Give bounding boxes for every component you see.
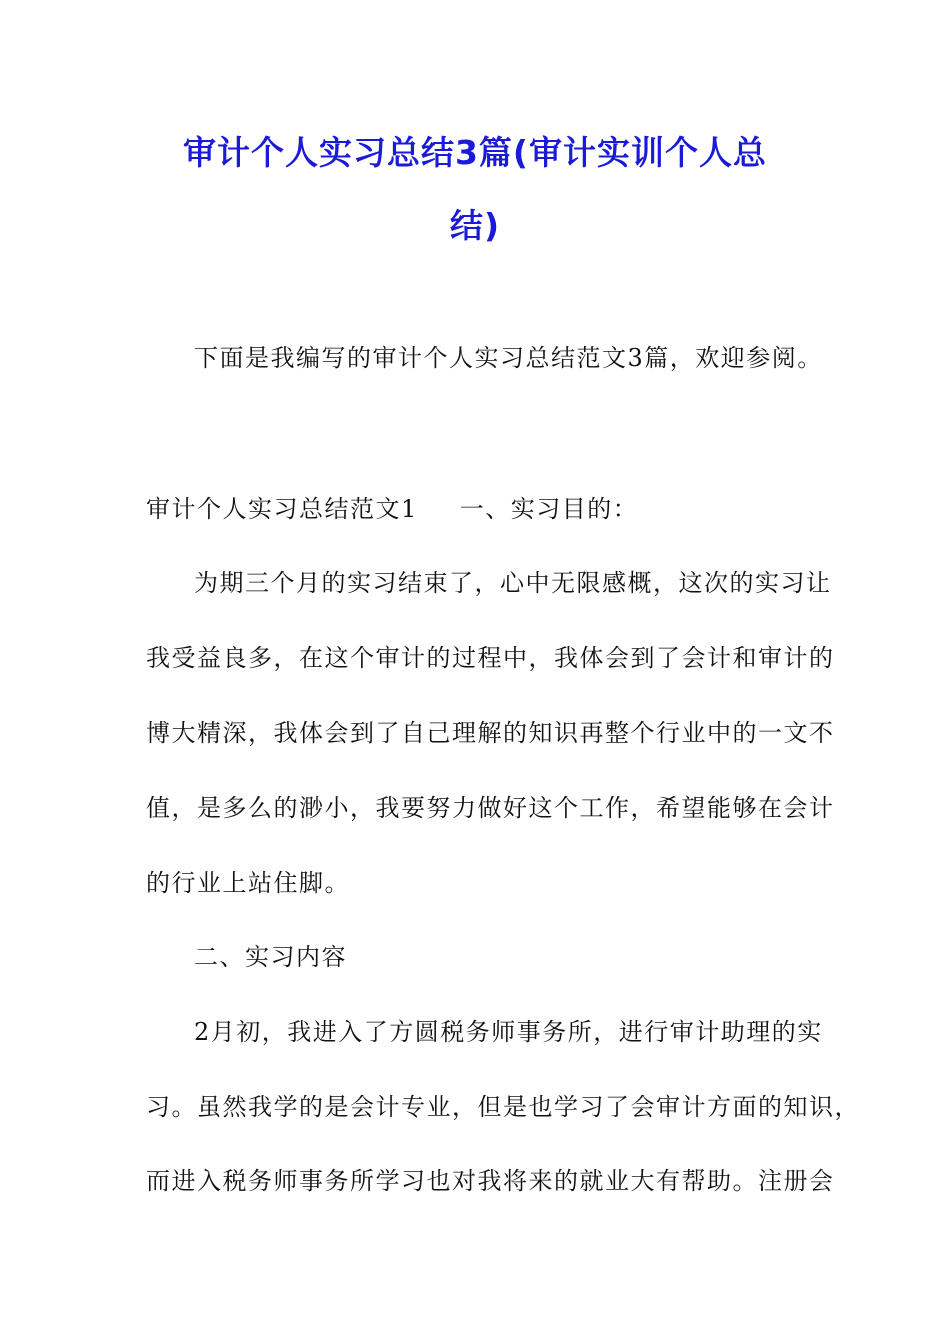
- paragraph-2-line-2: 习。虽然我学的是会计专业，但是也学习了会审计方面的知识，: [146, 1093, 860, 1121]
- document-title-line-2: 结): [449, 206, 501, 245]
- paragraph-2-line-3: 而进入税务师事务所学习也对我将来的就业大有帮助。注册会: [146, 1167, 835, 1195]
- heading-2: 二、实习内容: [194, 943, 347, 971]
- document-title-line-1: 审计个人实习总结3篇(审计实训个人总: [182, 133, 768, 172]
- paragraph-1-line-2: 我受益良多，在这个审计的过程中，我体会到了会计和审计的: [146, 644, 835, 672]
- paragraph-1-line-4: 值，是多么的渺小，我要努力做好这个工作，希望能够在会计: [146, 794, 835, 822]
- intro-paragraph: 下面是我编写的审计个人实习总结范文3篇，欢迎参阅。: [194, 344, 823, 372]
- section-subheading: 一、实习目的：: [459, 495, 639, 523]
- paragraph-2-line-1: 2月初，我进入了方圆税务师事务所，进行审计助理的实: [194, 1018, 823, 1046]
- paragraph-1-line-3: 博大精深，我体会到了自己理解的知识再整个行业中的一文不: [146, 719, 835, 747]
- section-heading: 审计个人实习总结范文1: [146, 495, 418, 523]
- paragraph-1-line-1: 为期三个月的实习结束了，心中无限感概，这次的实习让: [194, 569, 832, 597]
- paragraph-1-line-5: 的行业上站住脚。: [146, 869, 350, 897]
- section-heading-row: [146, 494, 826, 524]
